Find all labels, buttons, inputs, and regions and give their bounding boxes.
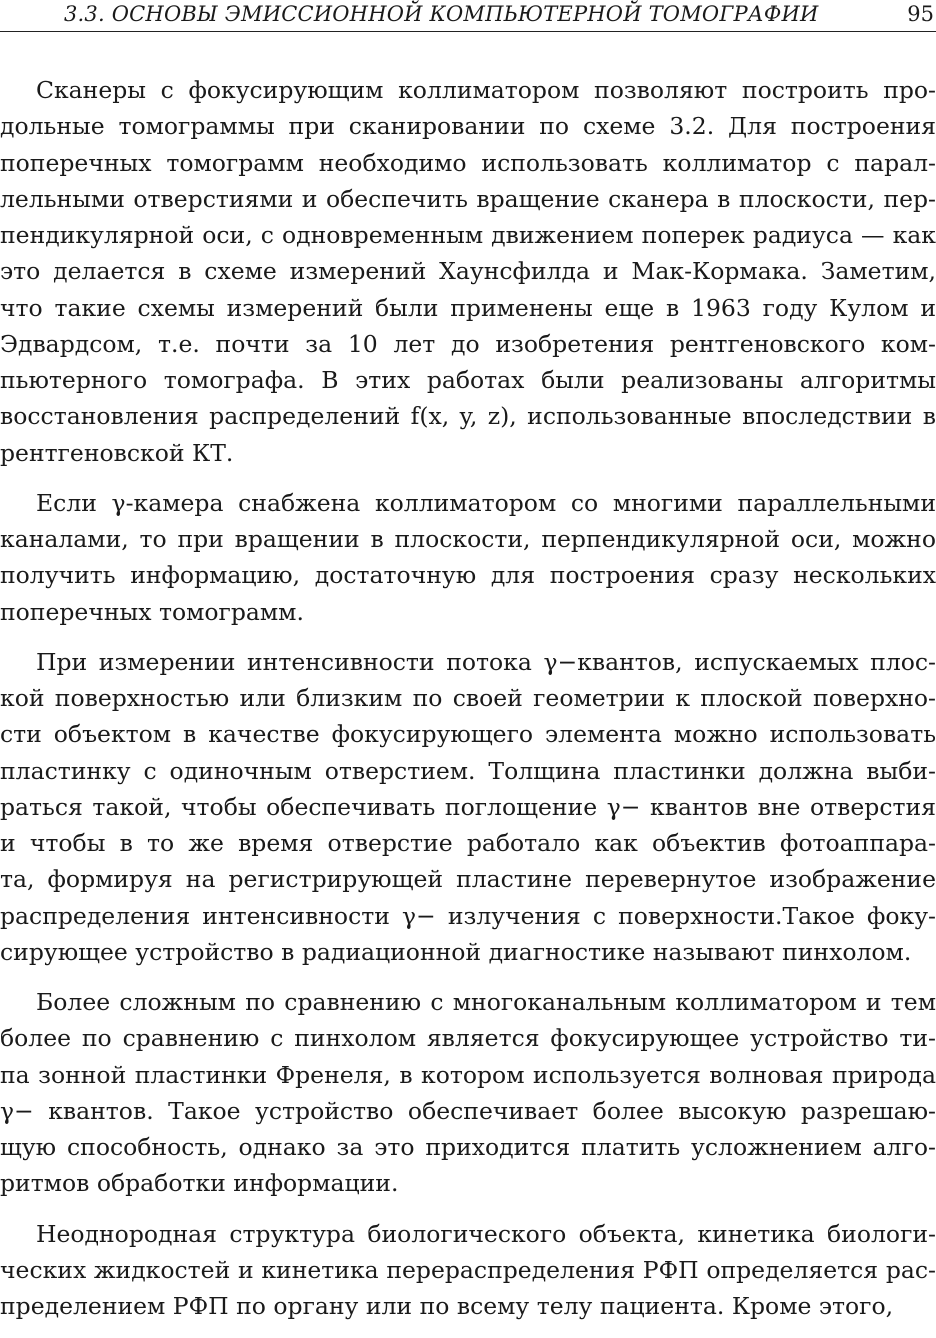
text-line: каналами, то при вращении в плоскости, перпендикулярной оси, можно bbox=[0, 525, 936, 553]
paragraph bbox=[0, 485, 936, 630]
text-line: и чтобы в то же время отверстие работало как объектив фотоаппара- bbox=[0, 829, 936, 857]
text-line: Эдвардсом, т.е. почти за 10 лет до изобретения рентгеновского ком- bbox=[0, 329, 936, 358]
text-line: При измерении интенсивности потока γ−квантов, испускаемых плос- bbox=[36, 647, 936, 676]
text-line: кой поверхностью или близким по своей геометрии к плоской поверхно- bbox=[0, 684, 936, 712]
text-line: рентгеновской КТ. bbox=[0, 438, 234, 467]
paragraph bbox=[0, 984, 936, 1202]
text-line: восстановления распределений f(x, y, z), использованные впоследствии в bbox=[0, 402, 936, 431]
text-line: поперечных томограмм. bbox=[0, 597, 304, 626]
page-number: 95 bbox=[907, 2, 934, 26]
text-line: сирующее устройство в радиационной диагностике называют пинхолом. bbox=[0, 937, 912, 966]
chapter-title: 3.3. ОСНОВЫ ЭМИССИОННОЙ КОМПЬЮТЕРНОЙ ТОМОГРАФИИ bbox=[64, 2, 819, 26]
text-line: лельными отверстиями и обеспечить вращение сканера в плоскости, пер- bbox=[0, 184, 936, 213]
text-line: щую способность, однако за это приходится платить усложнением алго- bbox=[0, 1133, 936, 1161]
text-line: пластинку с одиночным отверстием. Толщина пластинки должна выби- bbox=[0, 756, 936, 785]
paragraph bbox=[0, 1216, 936, 1325]
text-line: ческих жидкостей и кинетика перераспределения РФП определяется рас- bbox=[0, 1255, 936, 1284]
text-line: получить информацию, достаточную для построения сразу нескольких bbox=[0, 561, 936, 590]
text-line: более по сравнению с пинхолом является фокусирующее устройство ти- bbox=[0, 1024, 936, 1053]
text-line: Неоднородная структура биологического объекта, кинетика биологи- bbox=[36, 1219, 936, 1248]
text-line: та, формируя на регистрирующей пластине перевернутое изображение bbox=[0, 865, 936, 894]
paragraph bbox=[0, 644, 936, 970]
text-line: Если γ-камера снабжена коллиматором со многими параллельными bbox=[36, 488, 936, 517]
paragraph bbox=[0, 72, 936, 471]
text-line: пендикулярной оси, с одновременным движением поперек радиуса — как bbox=[0, 221, 936, 249]
text-line: это делается в схеме измерений Хаунсфилда и Мак-Кормака. Заметим, bbox=[0, 257, 936, 286]
text-line: Более сложным по сравнению с многоканальным коллиматором и тем bbox=[36, 988, 936, 1016]
text-line: γ− квантов. Такое устройство обеспечивает более высокую разрешаю- bbox=[0, 1096, 936, 1125]
text-line: распределения интенсивности γ− излучения с поверхности.Такое фоку- bbox=[0, 901, 936, 930]
body-text bbox=[0, 72, 936, 1338]
text-line: Сканеры с фокусирующим коллиматором позволяют построить про- bbox=[36, 76, 936, 104]
text-line: ритмов обработки информации. bbox=[0, 1169, 399, 1198]
text-line: дольные томограммы при сканировании по схеме 3.2. Для построения bbox=[0, 112, 936, 141]
text-line: поперечных томограмм необходимо использовать коллиматор с парал- bbox=[0, 148, 936, 177]
running-header bbox=[0, 0, 936, 32]
text-line: пределением РФП по органу или по всему телу пациента. Кроме этого, bbox=[0, 1292, 894, 1320]
text-line: раться такой, чтобы обеспечивать поглощение γ− квантов вне отверстия bbox=[0, 792, 936, 821]
text-line: па зонной пластинки Френеля, в котором используется волновая природа bbox=[0, 1060, 936, 1089]
text-line: что такие схемы измерений были применены еще в 1963 году Кулом и bbox=[0, 293, 936, 322]
text-line: сти объектом в качестве фокусирующего элемента можно использовать bbox=[0, 720, 936, 749]
text-line: пьютерного томографа. В этих работах были реализованы алгоритмы bbox=[0, 366, 936, 394]
